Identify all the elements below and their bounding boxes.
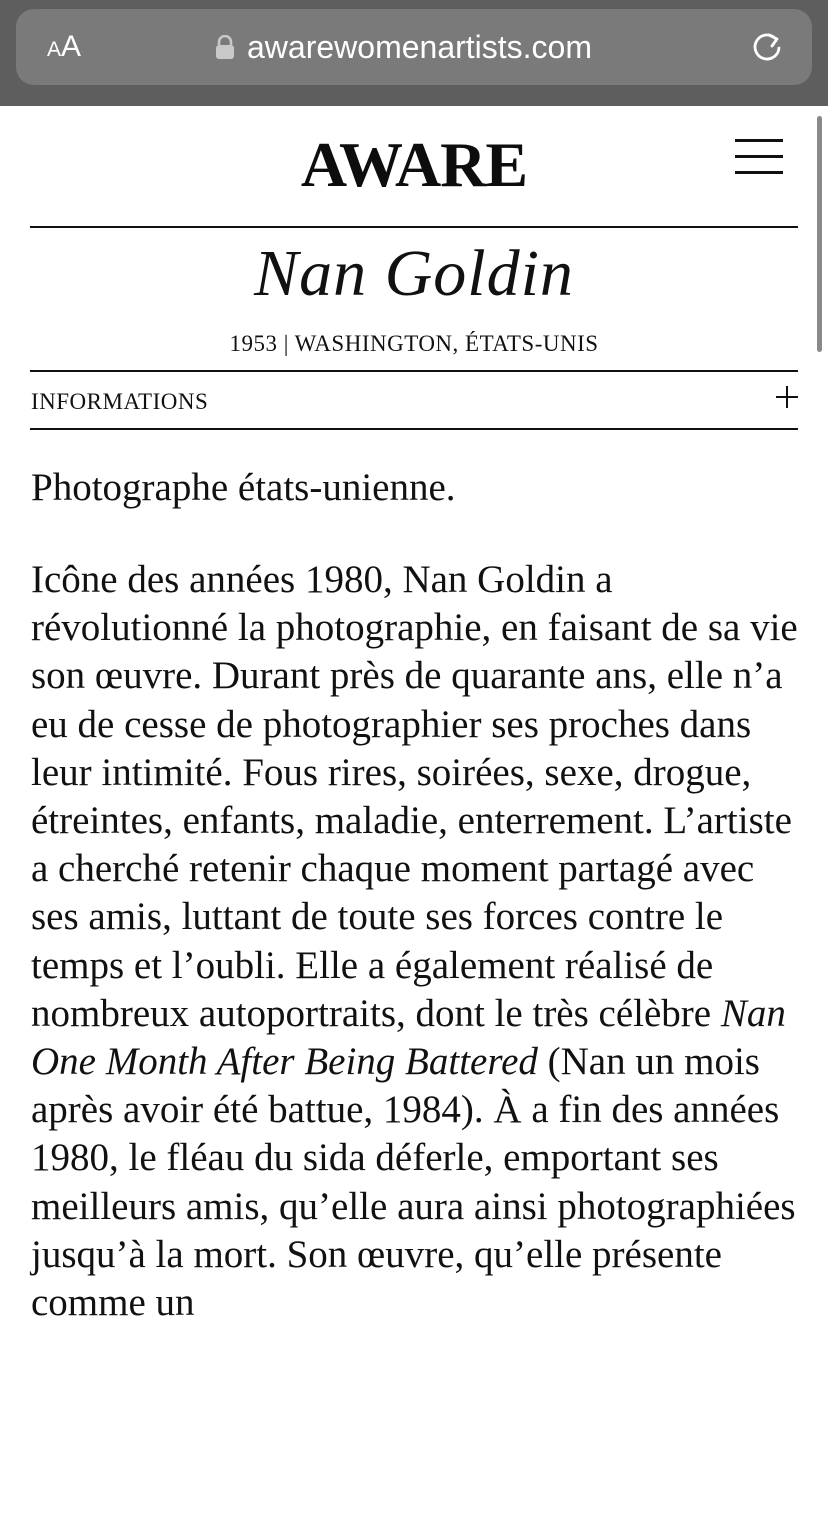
- hamburger-menu-icon[interactable]: [735, 137, 785, 177]
- lock-icon: [215, 35, 235, 60]
- plus-icon[interactable]: [775, 385, 799, 409]
- browser-address-bar: [0, 0, 828, 106]
- bio-work-title: Nan One Month After Being Battered: [31, 991, 786, 1084]
- bio-text-continued: (Nan un mois après avoir été battue, 1984). À a fin des années 1980, le fléau du sida déferle, emportant ses meilleurs amis, qu’elle aura ainsi photographiées jusqu’à la mort. Son œuvre, qu’elle présente comme un: [31, 1040, 796, 1325]
- artist-lead: Photographe états-unienne.: [31, 466, 456, 509]
- info-top-divider: [30, 370, 798, 372]
- text-size-large-glyph: A: [61, 30, 82, 63]
- artist-birth-info: 1953 | WASHINGTON, ÉTATS-UNIS: [229, 331, 599, 356]
- artist-biography: [31, 556, 801, 1327]
- bio-text: Icône des années 1980, Nan Goldin a révolutionné la photographie, en faisant de sa vie son œuvre. Durant près de quarante ans, elle n’a eu de cesse de photographier ses proches dans leur intimité. Fous rires, soirées, sexe, drogue, étreintes, enfants, maladie, enterrement. L’artiste a cherché retenir chaque moment partagé avec ses amis, luttant de toute ses forces contre le temps et l’oubli. Elle a également réalisé de nombreux autoportraits, dont le très célèbre: [31, 558, 798, 1035]
- url-text: awarewomenartists.com: [247, 29, 592, 65]
- artist-name: Nan Goldin: [254, 237, 574, 310]
- header-divider: [30, 226, 798, 228]
- text-size-small-glyph: A: [47, 38, 62, 61]
- site-logo[interactable]: AWARE: [300, 129, 528, 200]
- reload-icon[interactable]: [749, 29, 785, 65]
- url-field[interactable]: [16, 9, 812, 85]
- text-size-button[interactable]: [47, 29, 81, 68]
- info-bottom-divider: [30, 428, 798, 430]
- informations-toggle[interactable]: INFORMATIONS: [31, 389, 209, 414]
